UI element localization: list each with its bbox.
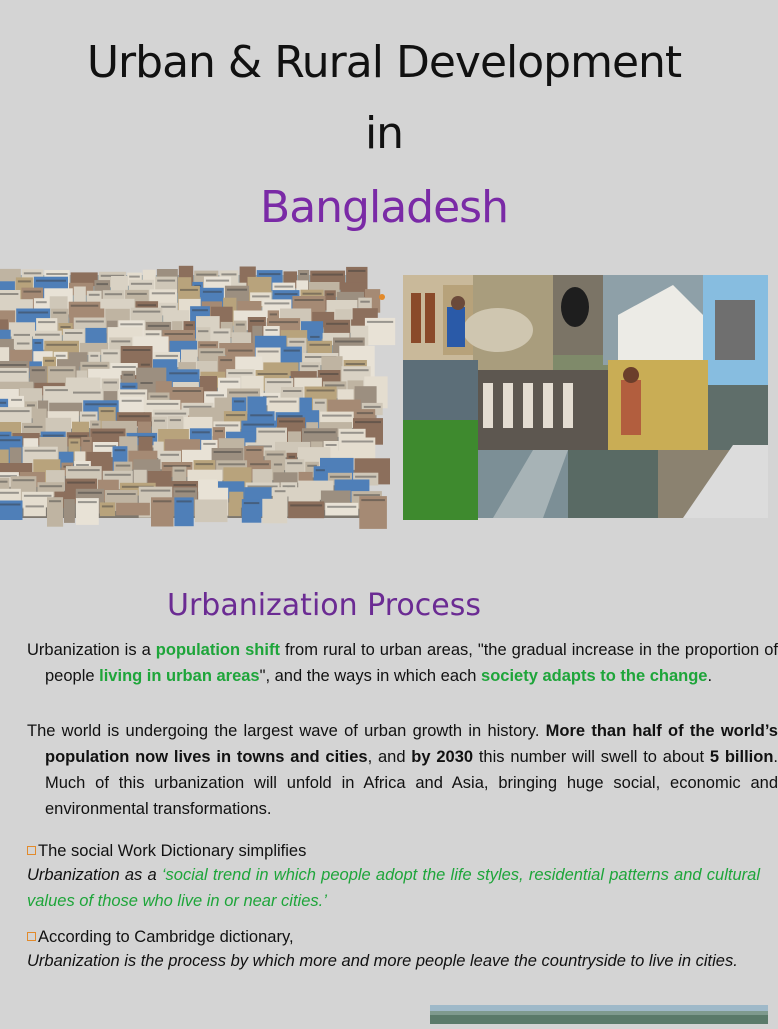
window-row bbox=[283, 485, 296, 487]
window-row bbox=[105, 474, 131, 476]
window-row bbox=[294, 299, 323, 301]
window-row bbox=[327, 506, 356, 508]
highlight-text: living in urban areas bbox=[99, 667, 260, 685]
window-row bbox=[265, 329, 277, 331]
window-row bbox=[38, 321, 55, 323]
section-heading: Urbanization Process bbox=[166, 588, 481, 623]
building-block bbox=[325, 503, 358, 516]
definition-1-header bbox=[27, 838, 760, 864]
window-row bbox=[250, 414, 272, 416]
bullet-dot bbox=[379, 294, 385, 300]
window-row bbox=[131, 283, 152, 285]
window-row bbox=[24, 426, 43, 428]
window-row bbox=[155, 413, 187, 415]
window-row bbox=[60, 326, 70, 328]
window-row bbox=[342, 441, 374, 443]
window-row bbox=[244, 502, 259, 504]
window-row bbox=[71, 442, 79, 444]
window-row bbox=[228, 372, 252, 374]
window-row bbox=[310, 336, 320, 338]
window-row bbox=[174, 484, 197, 486]
window-row bbox=[201, 351, 224, 353]
window-row bbox=[278, 415, 303, 417]
window-row bbox=[104, 382, 118, 384]
definition-1-body bbox=[27, 862, 760, 914]
window-row bbox=[27, 404, 35, 406]
window-row bbox=[152, 292, 175, 294]
window-row bbox=[274, 464, 282, 466]
window-row bbox=[196, 274, 216, 276]
window-row bbox=[90, 355, 98, 357]
window-row bbox=[227, 289, 247, 291]
window-row bbox=[315, 402, 325, 404]
window-row bbox=[287, 462, 302, 464]
window-row bbox=[39, 485, 62, 487]
window-row bbox=[283, 390, 301, 392]
window-row bbox=[215, 424, 238, 426]
text: Urbanization as a bbox=[27, 866, 162, 884]
window-row bbox=[32, 369, 45, 371]
window-row bbox=[300, 273, 307, 275]
window-row bbox=[169, 372, 197, 374]
window-row bbox=[53, 312, 66, 314]
window-row bbox=[215, 430, 223, 432]
building-block bbox=[24, 502, 46, 516]
window-row bbox=[122, 386, 135, 388]
window-row bbox=[0, 371, 27, 373]
window-row bbox=[107, 493, 136, 495]
window-row bbox=[43, 435, 64, 437]
window-row bbox=[327, 293, 334, 295]
window-row bbox=[214, 331, 229, 333]
window-row bbox=[120, 323, 142, 325]
window-row bbox=[165, 333, 194, 335]
window-row bbox=[102, 505, 113, 507]
bold-text: 5 billion bbox=[709, 748, 774, 766]
window-row bbox=[206, 394, 224, 396]
definition-2-body: Urbanization is the process by which more and more people leave the countryside to live in cities. bbox=[27, 952, 738, 970]
window-row bbox=[196, 463, 214, 465]
window-row bbox=[161, 306, 176, 308]
window-row bbox=[250, 463, 269, 465]
window-row bbox=[221, 273, 236, 275]
window-row bbox=[267, 381, 292, 383]
window-row bbox=[13, 479, 35, 481]
text: from rural to urban areas, "the gradual increase in the proportion of people bbox=[45, 641, 778, 685]
window-row bbox=[344, 369, 369, 371]
window-row bbox=[157, 280, 175, 282]
building-block bbox=[100, 502, 115, 516]
window-row bbox=[154, 420, 165, 422]
window-row bbox=[228, 350, 253, 352]
highlight-text: society adapts to the change bbox=[481, 667, 708, 685]
window-row bbox=[0, 410, 30, 412]
window-row bbox=[56, 355, 66, 357]
rural-collage-photo bbox=[403, 275, 768, 518]
window-row bbox=[270, 401, 297, 403]
window-row bbox=[82, 365, 107, 367]
definition-2-header bbox=[27, 924, 760, 950]
window-row bbox=[46, 273, 67, 275]
window-row bbox=[115, 449, 126, 451]
window-row bbox=[105, 293, 122, 295]
window-row bbox=[320, 373, 339, 375]
window-row bbox=[160, 454, 179, 456]
checkbox-bullet-icon bbox=[27, 932, 36, 941]
window-row bbox=[220, 359, 232, 361]
window-row bbox=[112, 366, 135, 368]
window-row bbox=[175, 470, 185, 472]
window-row bbox=[341, 432, 364, 434]
window-row bbox=[96, 283, 108, 285]
window-row bbox=[89, 294, 100, 296]
window-row bbox=[307, 390, 335, 392]
window-row bbox=[325, 384, 345, 386]
window-row bbox=[192, 431, 210, 433]
quote-text: ‘social trend in which people adopt the life styles, residential patterns and cultural values of those who live in or near cities.’ bbox=[27, 866, 760, 910]
window-row bbox=[92, 424, 99, 426]
window-row bbox=[78, 501, 97, 503]
highlight-text: population shift bbox=[155, 641, 280, 659]
building-block bbox=[0, 501, 23, 521]
window-row bbox=[226, 414, 245, 416]
title-line-1: Urban & Rural Development bbox=[86, 37, 682, 88]
window-row bbox=[289, 456, 295, 458]
window-row bbox=[361, 499, 385, 501]
window-row bbox=[148, 325, 170, 327]
window-row bbox=[73, 392, 101, 394]
window-row bbox=[264, 302, 289, 304]
window-row bbox=[14, 334, 30, 336]
text: Urbanization is a bbox=[27, 641, 156, 659]
window-row bbox=[316, 469, 325, 471]
window-row bbox=[218, 463, 245, 465]
window-row bbox=[335, 341, 363, 343]
window-row bbox=[103, 352, 118, 354]
window-row bbox=[220, 381, 238, 383]
window-row bbox=[198, 330, 208, 332]
window-row bbox=[355, 421, 381, 423]
text: , and bbox=[367, 748, 412, 766]
window-row bbox=[367, 321, 393, 323]
window-row bbox=[214, 451, 242, 453]
bold-text: by 2030 bbox=[411, 748, 474, 766]
window-row bbox=[270, 313, 277, 315]
window-row bbox=[192, 309, 208, 311]
window-row bbox=[0, 364, 26, 366]
window-row bbox=[45, 389, 68, 391]
window-row bbox=[67, 482, 95, 484]
window-row bbox=[0, 481, 8, 483]
window-row bbox=[274, 286, 293, 288]
window-row bbox=[203, 291, 222, 293]
window-row bbox=[35, 342, 42, 344]
text: ", and the ways in which each bbox=[259, 667, 482, 685]
window-row bbox=[120, 392, 145, 394]
window-row bbox=[76, 321, 104, 323]
window-row bbox=[82, 415, 96, 417]
window-row bbox=[322, 415, 352, 417]
window-row bbox=[279, 420, 303, 422]
window-row bbox=[330, 476, 350, 478]
window-row bbox=[35, 334, 60, 336]
window-row bbox=[122, 400, 142, 402]
text: . bbox=[707, 667, 713, 685]
window-row bbox=[124, 374, 134, 376]
text: According to Cambridge dictionary, bbox=[38, 928, 294, 946]
text: The world is undergoing the largest wave of urban growth in history. bbox=[27, 722, 546, 740]
window-row bbox=[17, 343, 30, 345]
window-row bbox=[267, 454, 284, 456]
window-row bbox=[18, 312, 48, 314]
window-row bbox=[180, 289, 198, 291]
window-row bbox=[304, 431, 336, 433]
window-row bbox=[119, 415, 150, 417]
building-block bbox=[262, 499, 287, 524]
paragraph-urban-growth bbox=[27, 718, 778, 822]
window-row bbox=[346, 363, 365, 365]
window-row bbox=[78, 492, 102, 494]
window-row bbox=[129, 276, 140, 278]
window-row bbox=[49, 500, 61, 502]
window-row bbox=[85, 403, 117, 405]
text: . Much of this urbanization will unfold in Africa and Asia, bringing huge social, economic and environmental transformations. bbox=[45, 748, 778, 818]
window-row bbox=[258, 351, 279, 353]
bold-text: More than half of the world’s population now lives in towns and cities bbox=[45, 722, 778, 766]
bottom-landscape-photo bbox=[430, 1005, 768, 1024]
window-row bbox=[326, 323, 348, 325]
building-block bbox=[288, 501, 324, 518]
window-row bbox=[326, 444, 337, 446]
window-row bbox=[23, 291, 41, 293]
title-line-3: Bangladesh bbox=[260, 182, 508, 233]
window-row bbox=[170, 419, 181, 421]
window-row bbox=[258, 431, 285, 433]
title-line-2: in bbox=[364, 108, 404, 159]
window-row bbox=[11, 399, 22, 401]
window-row bbox=[101, 410, 114, 412]
window-row bbox=[309, 344, 330, 346]
window-row bbox=[176, 500, 191, 502]
window-row bbox=[147, 403, 179, 405]
window-row bbox=[0, 504, 21, 506]
building-block bbox=[195, 500, 228, 523]
window-row bbox=[127, 293, 147, 295]
window-row bbox=[186, 324, 194, 326]
text: this number will swell to about bbox=[473, 748, 710, 766]
window-row bbox=[133, 311, 161, 313]
window-row bbox=[153, 500, 172, 502]
window-row bbox=[36, 280, 66, 282]
window-row bbox=[360, 301, 370, 303]
building-block bbox=[64, 499, 75, 523]
window-row bbox=[45, 360, 54, 362]
window-row bbox=[0, 439, 20, 441]
window-row bbox=[243, 424, 274, 426]
window-row bbox=[83, 440, 90, 442]
window-row bbox=[364, 406, 381, 408]
window-row bbox=[36, 301, 47, 303]
window-row bbox=[71, 305, 99, 307]
window-row bbox=[150, 396, 167, 398]
window-row bbox=[26, 505, 44, 507]
window-row bbox=[123, 349, 151, 351]
window-row bbox=[24, 272, 42, 274]
window-row bbox=[0, 293, 18, 295]
window-row bbox=[68, 469, 100, 471]
building-block bbox=[116, 503, 150, 516]
window-row bbox=[0, 492, 19, 494]
window-row bbox=[275, 293, 298, 295]
window-row bbox=[234, 400, 244, 402]
window-row bbox=[175, 490, 195, 492]
window-row bbox=[229, 392, 258, 394]
window-row bbox=[50, 369, 74, 371]
window-row bbox=[269, 321, 298, 323]
window-row bbox=[156, 355, 178, 357]
window-row bbox=[141, 364, 150, 366]
window-row bbox=[203, 443, 215, 445]
window-row bbox=[46, 344, 77, 346]
window-row bbox=[357, 412, 374, 414]
window-row bbox=[303, 293, 322, 295]
window-row bbox=[259, 273, 281, 275]
window-row bbox=[206, 280, 229, 282]
window-row bbox=[275, 490, 286, 492]
window-row bbox=[348, 270, 365, 272]
window-row bbox=[236, 324, 245, 326]
window-row bbox=[173, 390, 202, 392]
window-row bbox=[25, 450, 56, 452]
window-row bbox=[111, 340, 130, 342]
building-block bbox=[229, 503, 241, 517]
window-row bbox=[18, 280, 31, 282]
window-row bbox=[284, 350, 300, 352]
window-row bbox=[258, 373, 288, 375]
window-row bbox=[246, 449, 261, 451]
window-row bbox=[354, 494, 380, 496]
window-row bbox=[302, 365, 319, 367]
window-row bbox=[138, 304, 157, 306]
text: The social Work Dictionary simplifies bbox=[38, 842, 307, 860]
window-row bbox=[24, 495, 52, 497]
window-row bbox=[290, 504, 322, 506]
window-row bbox=[140, 382, 152, 384]
window-row bbox=[312, 274, 343, 276]
window-row bbox=[65, 332, 83, 334]
window-row bbox=[76, 464, 89, 466]
window-row bbox=[200, 344, 216, 346]
window-row bbox=[289, 341, 304, 343]
window-row bbox=[355, 476, 376, 478]
window-row bbox=[250, 320, 264, 322]
window-row bbox=[116, 465, 131, 467]
checkbox-bullet-icon bbox=[27, 846, 36, 855]
window-row bbox=[141, 490, 171, 492]
window-row bbox=[0, 402, 6, 404]
city-photo bbox=[2, 275, 365, 518]
paragraph-urbanization-definition bbox=[27, 637, 778, 689]
window-row bbox=[92, 432, 123, 434]
window-row bbox=[146, 333, 160, 335]
window-row bbox=[252, 295, 269, 297]
